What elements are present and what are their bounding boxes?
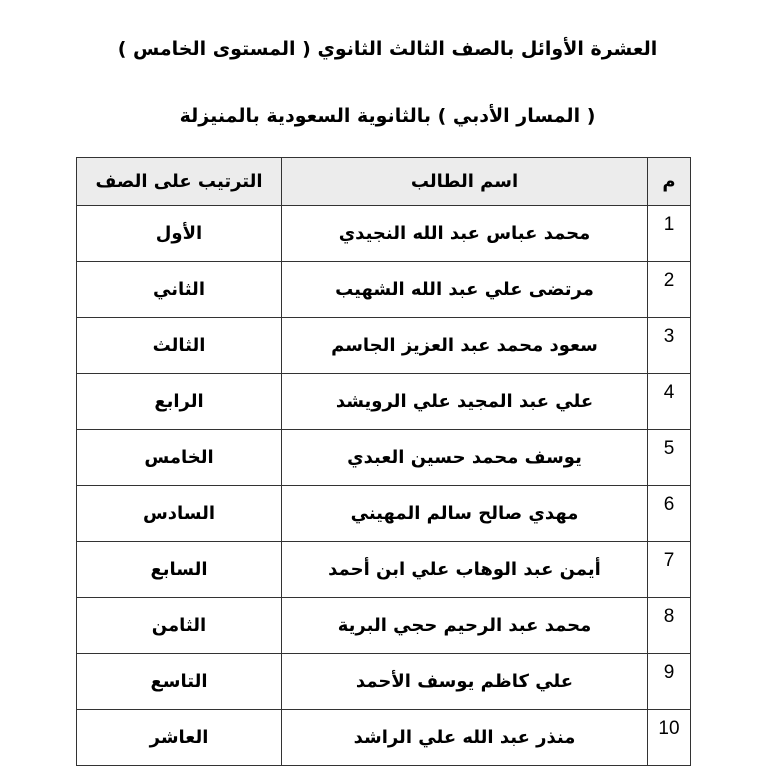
table-header [77,158,691,206]
row-number: 8 [648,598,691,654]
table-row [77,318,691,374]
header-student-name: اسم الطالب [282,158,648,206]
document-title: العشرة الأوائل بالصف الثالث الثانوي ( المستوى الخامس ) [117,38,658,60]
table-row [77,206,691,262]
top-ten-students-table [76,157,691,766]
row-number: 2 [648,262,691,318]
row-student-name: محمد عباس عبد الله النجيدي [282,206,648,262]
table-row [77,374,691,430]
table-row [77,542,691,598]
row-student-name: محمد عبد الرحيم حجي البرية [282,598,648,654]
row-student-name: علي عبد المجيد علي الرويشد [282,374,648,430]
row-class-rank: الثامن [77,598,282,654]
row-number: 3 [648,318,691,374]
table-body [77,206,691,766]
table-header-row [77,158,691,206]
row-class-rank: الثاني [77,262,282,318]
row-class-rank: الأول [77,206,282,262]
row-student-name: مرتضى علي عبد الله الشهيب [282,262,648,318]
table-row [77,598,691,654]
row-class-rank: الثالث [77,318,282,374]
table-row [77,262,691,318]
row-student-name: منذر عبد الله علي الراشد [282,710,648,766]
row-student-name: سعود محمد عبد العزيز الجاسم [282,318,648,374]
row-student-name: أيمن عبد الوهاب علي ابن أحمد [282,542,648,598]
row-class-rank: العاشر [77,710,282,766]
row-student-name: علي كاظم يوسف الأحمد [282,654,648,710]
row-number: 10 [648,710,691,766]
header-class-rank: الترتيب على الصف [77,158,282,206]
row-class-rank: السادس [77,486,282,542]
row-class-rank: التاسع [77,654,282,710]
document-subtitle: ( المسار الأدبي ) بالثانوية السعودية بالمنيزلة [179,105,596,127]
row-class-rank: الخامس [77,430,282,486]
row-number: 9 [648,654,691,710]
row-number: 7 [648,542,691,598]
row-number: 1 [648,206,691,262]
row-number: 6 [648,486,691,542]
header-number: م [648,158,691,206]
row-number: 4 [648,374,691,430]
table-row [77,486,691,542]
row-class-rank: السابع [77,542,282,598]
table-row [77,430,691,486]
table-row [77,654,691,710]
row-number: 5 [648,430,691,486]
row-student-name: يوسف محمد حسين العبدي [282,430,648,486]
row-class-rank: الرابع [77,374,282,430]
table-row [77,710,691,766]
row-student-name: مهدي صالح سالم المهيني [282,486,648,542]
